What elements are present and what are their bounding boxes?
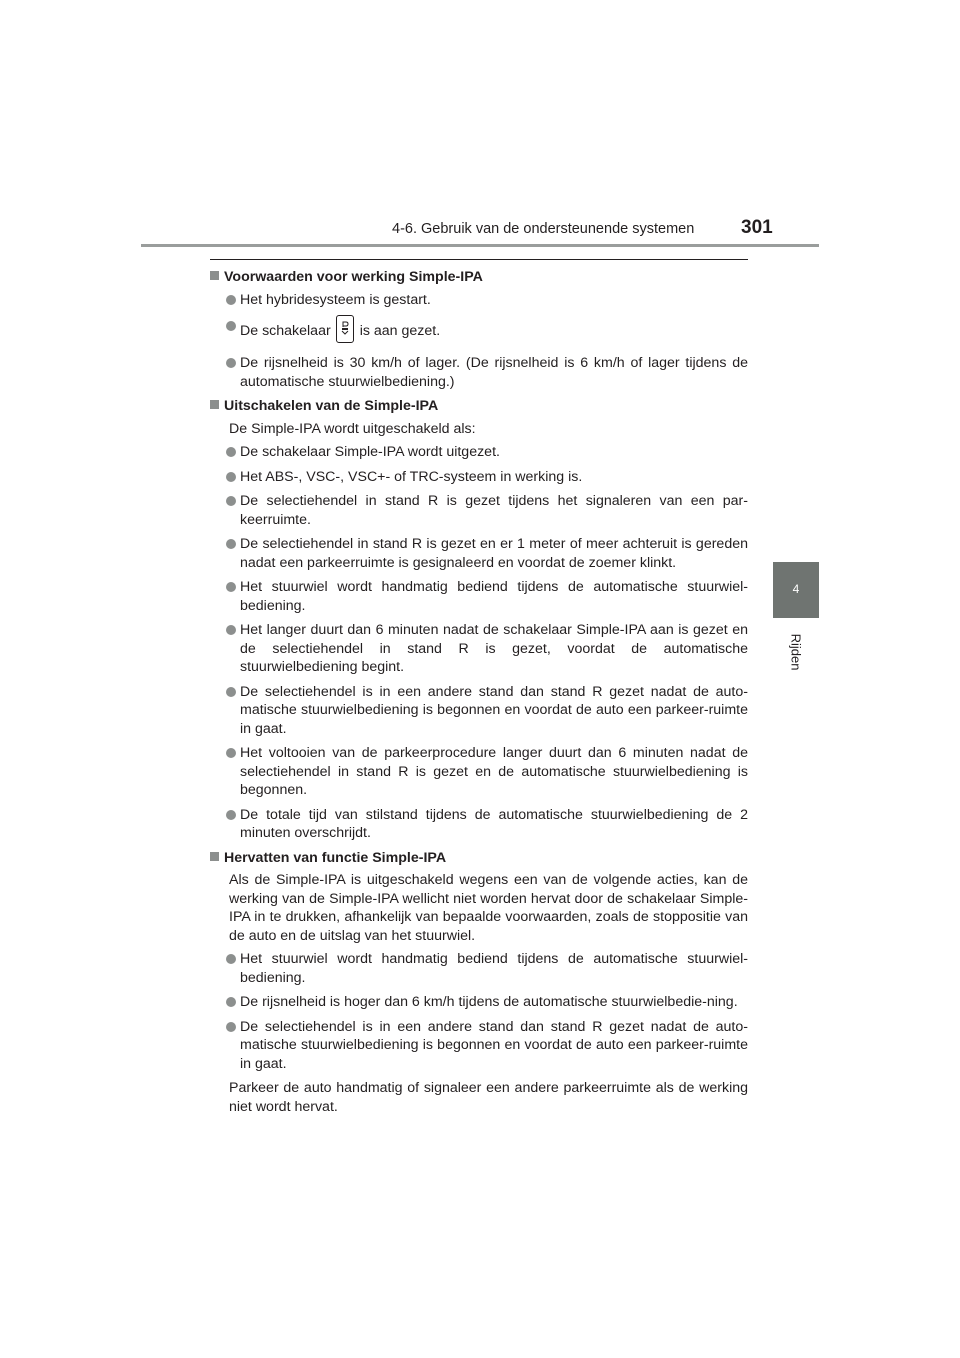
round-bullet-icon [226, 358, 236, 368]
page-content [210, 259, 748, 1116]
list-item: Het hybridesysteem is gestart. [210, 291, 748, 310]
round-bullet-icon [226, 539, 236, 549]
square-bullet-icon [210, 400, 219, 409]
list-item: Het stuurwiel wordt handmatig bediend tijdens de automatische stuurwiel-bediening. [210, 950, 748, 987]
round-bullet-icon [226, 582, 236, 592]
section-heading: Voorwaarden voor werking Simple-IPA [210, 268, 748, 287]
round-bullet-icon [226, 625, 236, 635]
chapter-number: 4 [792, 582, 800, 596]
list-item: De selectiehendel in stand R is gezet en er 1 meter of meer achteruit is gereden nadat een parkeerruimte is gesignaleerd en voordat de zoemer klinkt. [210, 535, 748, 572]
round-bullet-icon [226, 997, 236, 1007]
round-bullet-icon [226, 447, 236, 457]
round-bullet-icon [226, 295, 236, 305]
section-heading: Uitschakelen van de Simple-IPA [210, 397, 748, 416]
section-intro: Als de Simple-IPA is uitgeschakeld wegens een van de volgende acties, kan de werking van de Simple-IPA wellicht niet worden hervat door de schakelaar Simple-IPA in te drukken, afhankelijk van bepaalde voorwaarden, zoals de stoppositie van de auto en de uitslag van het stuurwiel. [229, 872, 748, 944]
list-item: De schakelaar Simple-IPA wordt uitgezet. [210, 443, 748, 462]
header-divider [141, 244, 819, 247]
square-bullet-icon [210, 271, 219, 280]
list-item: De rijsnelheid is 30 km/h of lager. (De rijsnelheid is 6 km/h of lager tijdens de automatische stuurwielbediening.) [210, 354, 748, 391]
list-item: Het langer duurt dan 6 minuten nadat de schakelaar Simple-IPA aan is gezet en de selectiehendel in stand R is gezet, voordat de automatische stuurwielbediening begint. [210, 621, 748, 677]
round-bullet-icon [226, 472, 236, 482]
chapter-tab [773, 562, 819, 618]
list-item: De selectiehendel in stand R is gezet tijdens het signaleren van een par-keerruimte. [210, 492, 748, 529]
square-bullet-icon [210, 852, 219, 861]
round-bullet-icon [226, 810, 236, 820]
list-item: Het stuurwiel wordt handmatig bediend tijdens de automatische stuurwiel-bediening. [210, 578, 748, 615]
round-bullet-icon [226, 1022, 236, 1032]
page-number: 301 [741, 217, 773, 238]
list-item: Het voltooien van de parkeerprocedure langer duurt dan 6 minuten nadat de selectiehendel in stand R is gezet en de automatische stuurwielbediening is begonnen. [210, 744, 748, 800]
round-bullet-icon [226, 954, 236, 964]
round-bullet-icon [226, 321, 236, 331]
list-item: De selectiehendel is in een andere stand dan stand R gezet nadat de auto-matische stuurwielbediening is begonnen en voordat de auto een parkeer-ruimte in gaat. [210, 1018, 748, 1074]
list-item: De rijsnelheid is hoger dan 6 km/h tijdens de automatische stuurwielbedie-ning. [210, 993, 748, 1012]
round-bullet-icon [226, 496, 236, 506]
simple-ipa-switch-icon [336, 315, 354, 343]
list-item: De totale tijd van stilstand tijdens de automatische stuurwielbediening de 2 minuten overschrijdt. [210, 806, 748, 843]
list-item: De schakelaar is aan gezet. [210, 317, 748, 345]
section-heading: Hervatten van functie Simple-IPA [210, 849, 748, 868]
chapter-label: Rijden [788, 633, 804, 671]
list-item: Het ABS-, VSC-, VSC+- of TRC-systeem in werking is. [210, 468, 748, 487]
round-bullet-icon [226, 687, 236, 697]
section-intro: De Simple-IPA wordt uitgeschakeld als: [229, 420, 476, 437]
section-closing-text: Parkeer de auto handmatig of signaleer een andere parkeerruimte als de werking niet wordt hervat. [229, 1080, 748, 1115]
running-header-title: 4-6. Gebruik van de ondersteunende systemen [392, 221, 695, 237]
list-item: De selectiehendel is in een andere stand dan stand R gezet nadat de auto-matische stuurwielbediening is begonnen en voordat de auto een parkeer-ruimte in gaat. [210, 683, 748, 739]
round-bullet-icon [226, 748, 236, 758]
